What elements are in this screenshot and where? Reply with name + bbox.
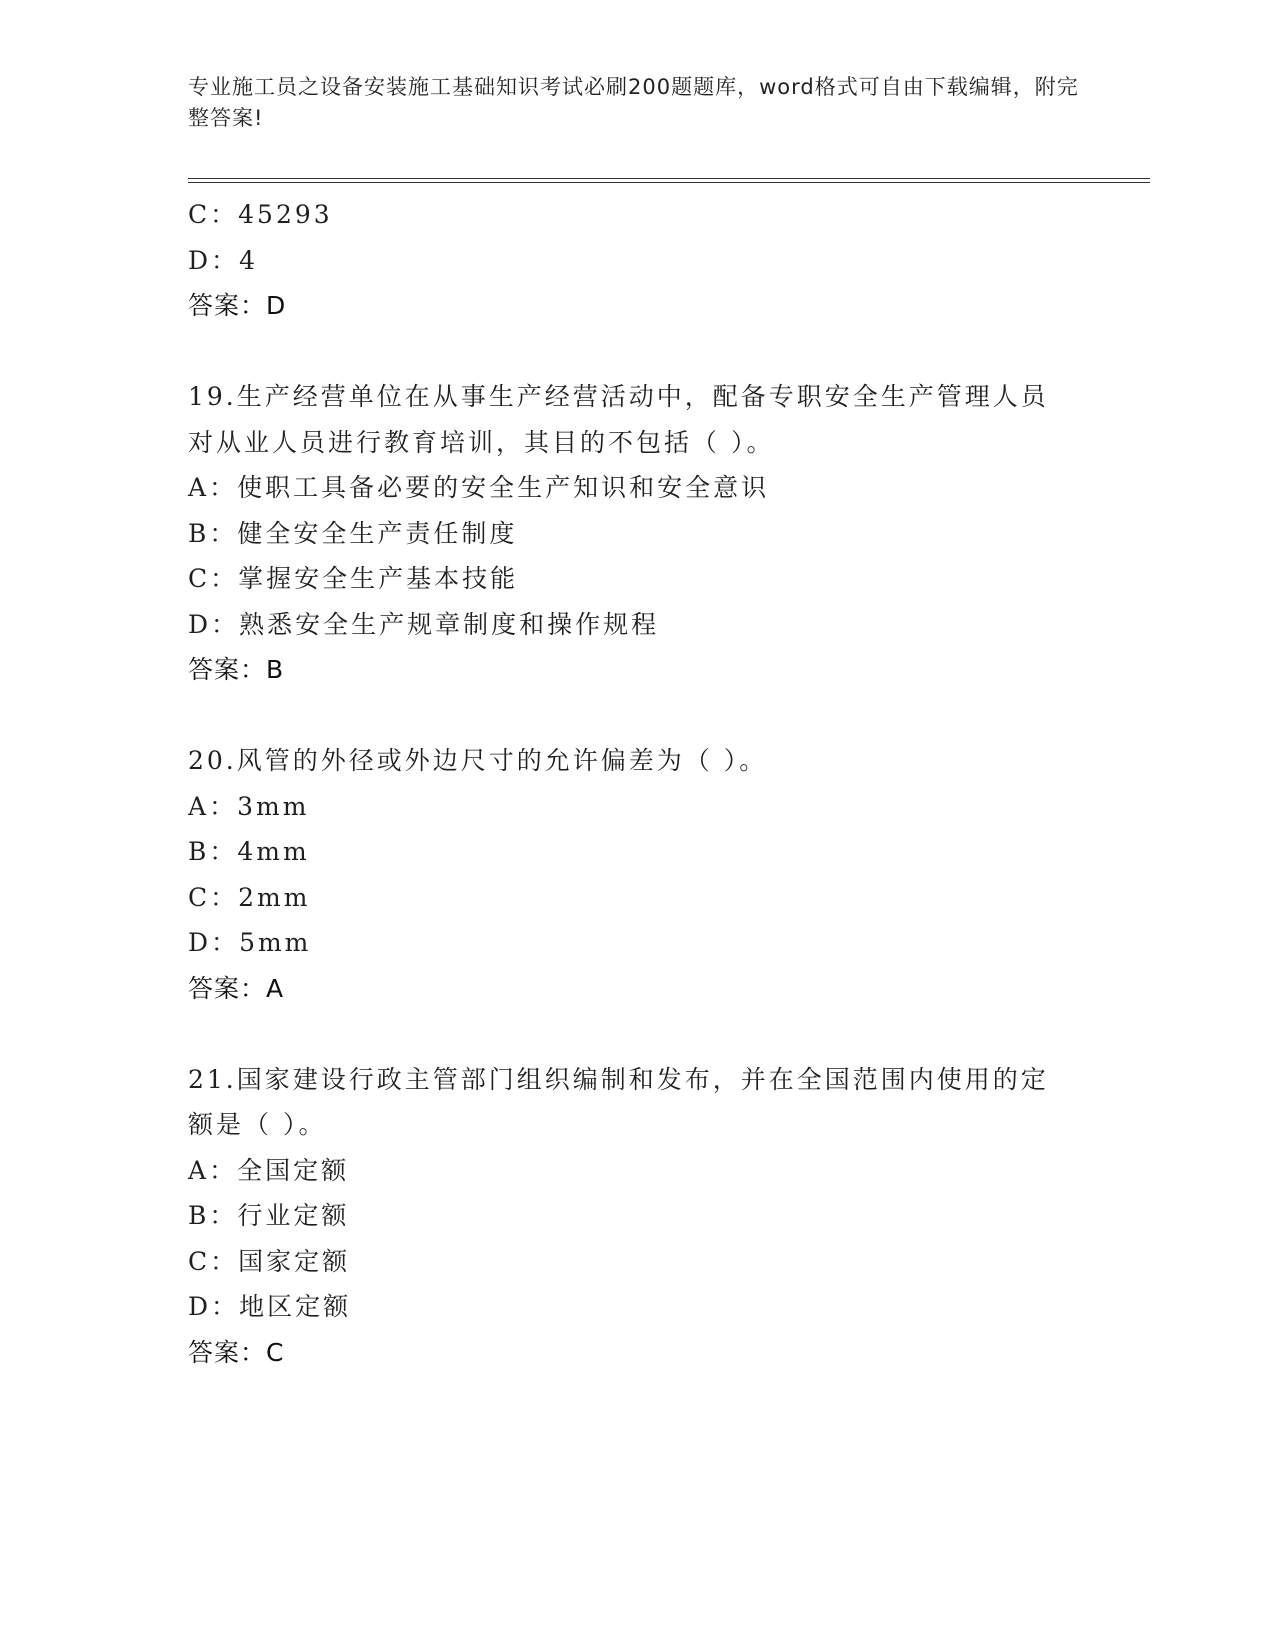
option-text: 45293: [238, 200, 333, 229]
option-key: C: [188, 200, 211, 229]
option-text: 3mm: [237, 791, 310, 821]
option-a: A：全国定额: [188, 1155, 350, 1185]
question-21: [188, 1057, 1088, 1376]
option-key: A: [188, 791, 210, 821]
question-text: [188, 738, 1068, 784]
document-header: 专业施工员之设备安装施工基础知识考试必刷200题题库，word格式可自由下载编辑，附完整答案!: [188, 75, 1079, 130]
option-c: C：45293: [188, 200, 333, 229]
question-number: 20.: [188, 746, 237, 775]
option-text: 掌握安全生产基本技能: [238, 564, 519, 593]
option-a: A：使职工具备必要的安全生产知识和安全意识: [188, 473, 770, 502]
option-b: B：健全安全生产责任制度: [188, 518, 518, 548]
option-text: 5mm: [239, 928, 312, 957]
option-text: 2mm: [238, 882, 311, 912]
option-text: 国家定额: [238, 1246, 351, 1276]
option-key: D: [188, 245, 212, 275]
question-19: [188, 374, 1088, 693]
option-text: 全国定额: [237, 1155, 350, 1185]
answer-line: 答案：B: [188, 655, 285, 684]
option-d: D：4: [188, 245, 258, 275]
option-key: D: [188, 1292, 212, 1321]
answer-line: 答案：C: [188, 1337, 285, 1367]
question-text: [188, 1057, 1068, 1148]
question-body: 生产经营单位在从事生产经营活动中，配备专职安全生产管理人员对从业人员进行教育培训，其目的不包括（ ）。: [188, 382, 1049, 457]
option-key: C: [188, 882, 211, 912]
answer-line: 答案：D: [188, 291, 287, 320]
header-divider-bottom: [188, 182, 1150, 183]
carryover-block: [188, 192, 1088, 329]
option-c: C：国家定额: [188, 1246, 351, 1276]
option-text: 地区定额: [239, 1292, 352, 1321]
option-key: C: [188, 564, 211, 593]
option-text: 熟悉安全生产规章制度和操作规程: [239, 609, 660, 639]
option-key: D: [188, 928, 212, 957]
option-key: C: [188, 1246, 211, 1276]
question-body: 风管的外径或外边尺寸的允许偏差为（ ）。: [236, 746, 768, 775]
option-text: 使职工具备必要的安全生产知识和安全意识: [237, 473, 770, 502]
option-key: B: [188, 1201, 210, 1230]
option-d: D：地区定额: [188, 1292, 352, 1321]
answer-line: 答案：A: [188, 973, 285, 1003]
option-text: 4: [239, 245, 258, 275]
question-number: 19.: [188, 382, 237, 411]
question-20: [188, 738, 1088, 1011]
option-b: B：4mm: [188, 837, 310, 866]
option-key: B: [188, 518, 210, 548]
option-key: A: [188, 473, 210, 502]
option-text: 健全安全生产责任制度: [237, 518, 518, 548]
option-key: A: [188, 1155, 210, 1185]
header-divider-top: [188, 178, 1150, 179]
question-number: 21.: [188, 1064, 237, 1094]
question-list: [188, 192, 1088, 1375]
option-b: B：行业定额: [188, 1201, 350, 1230]
question-body: 国家建设行政主管部门组织编制和发布，并在全国范围内使用的定额是（ ）。: [188, 1064, 1049, 1139]
option-text: 行业定额: [237, 1201, 350, 1230]
question-text: [188, 374, 1068, 465]
option-c: C：2mm: [188, 882, 311, 912]
option-d: D：熟悉安全生产规章制度和操作规程: [188, 609, 660, 639]
option-text: 4mm: [237, 837, 310, 866]
option-key: D: [188, 609, 212, 639]
option-key: B: [188, 837, 210, 866]
option-c: C：掌握安全生产基本技能: [188, 564, 519, 593]
option-d: D：5mm: [188, 928, 312, 957]
option-a: A：3mm: [188, 791, 310, 821]
